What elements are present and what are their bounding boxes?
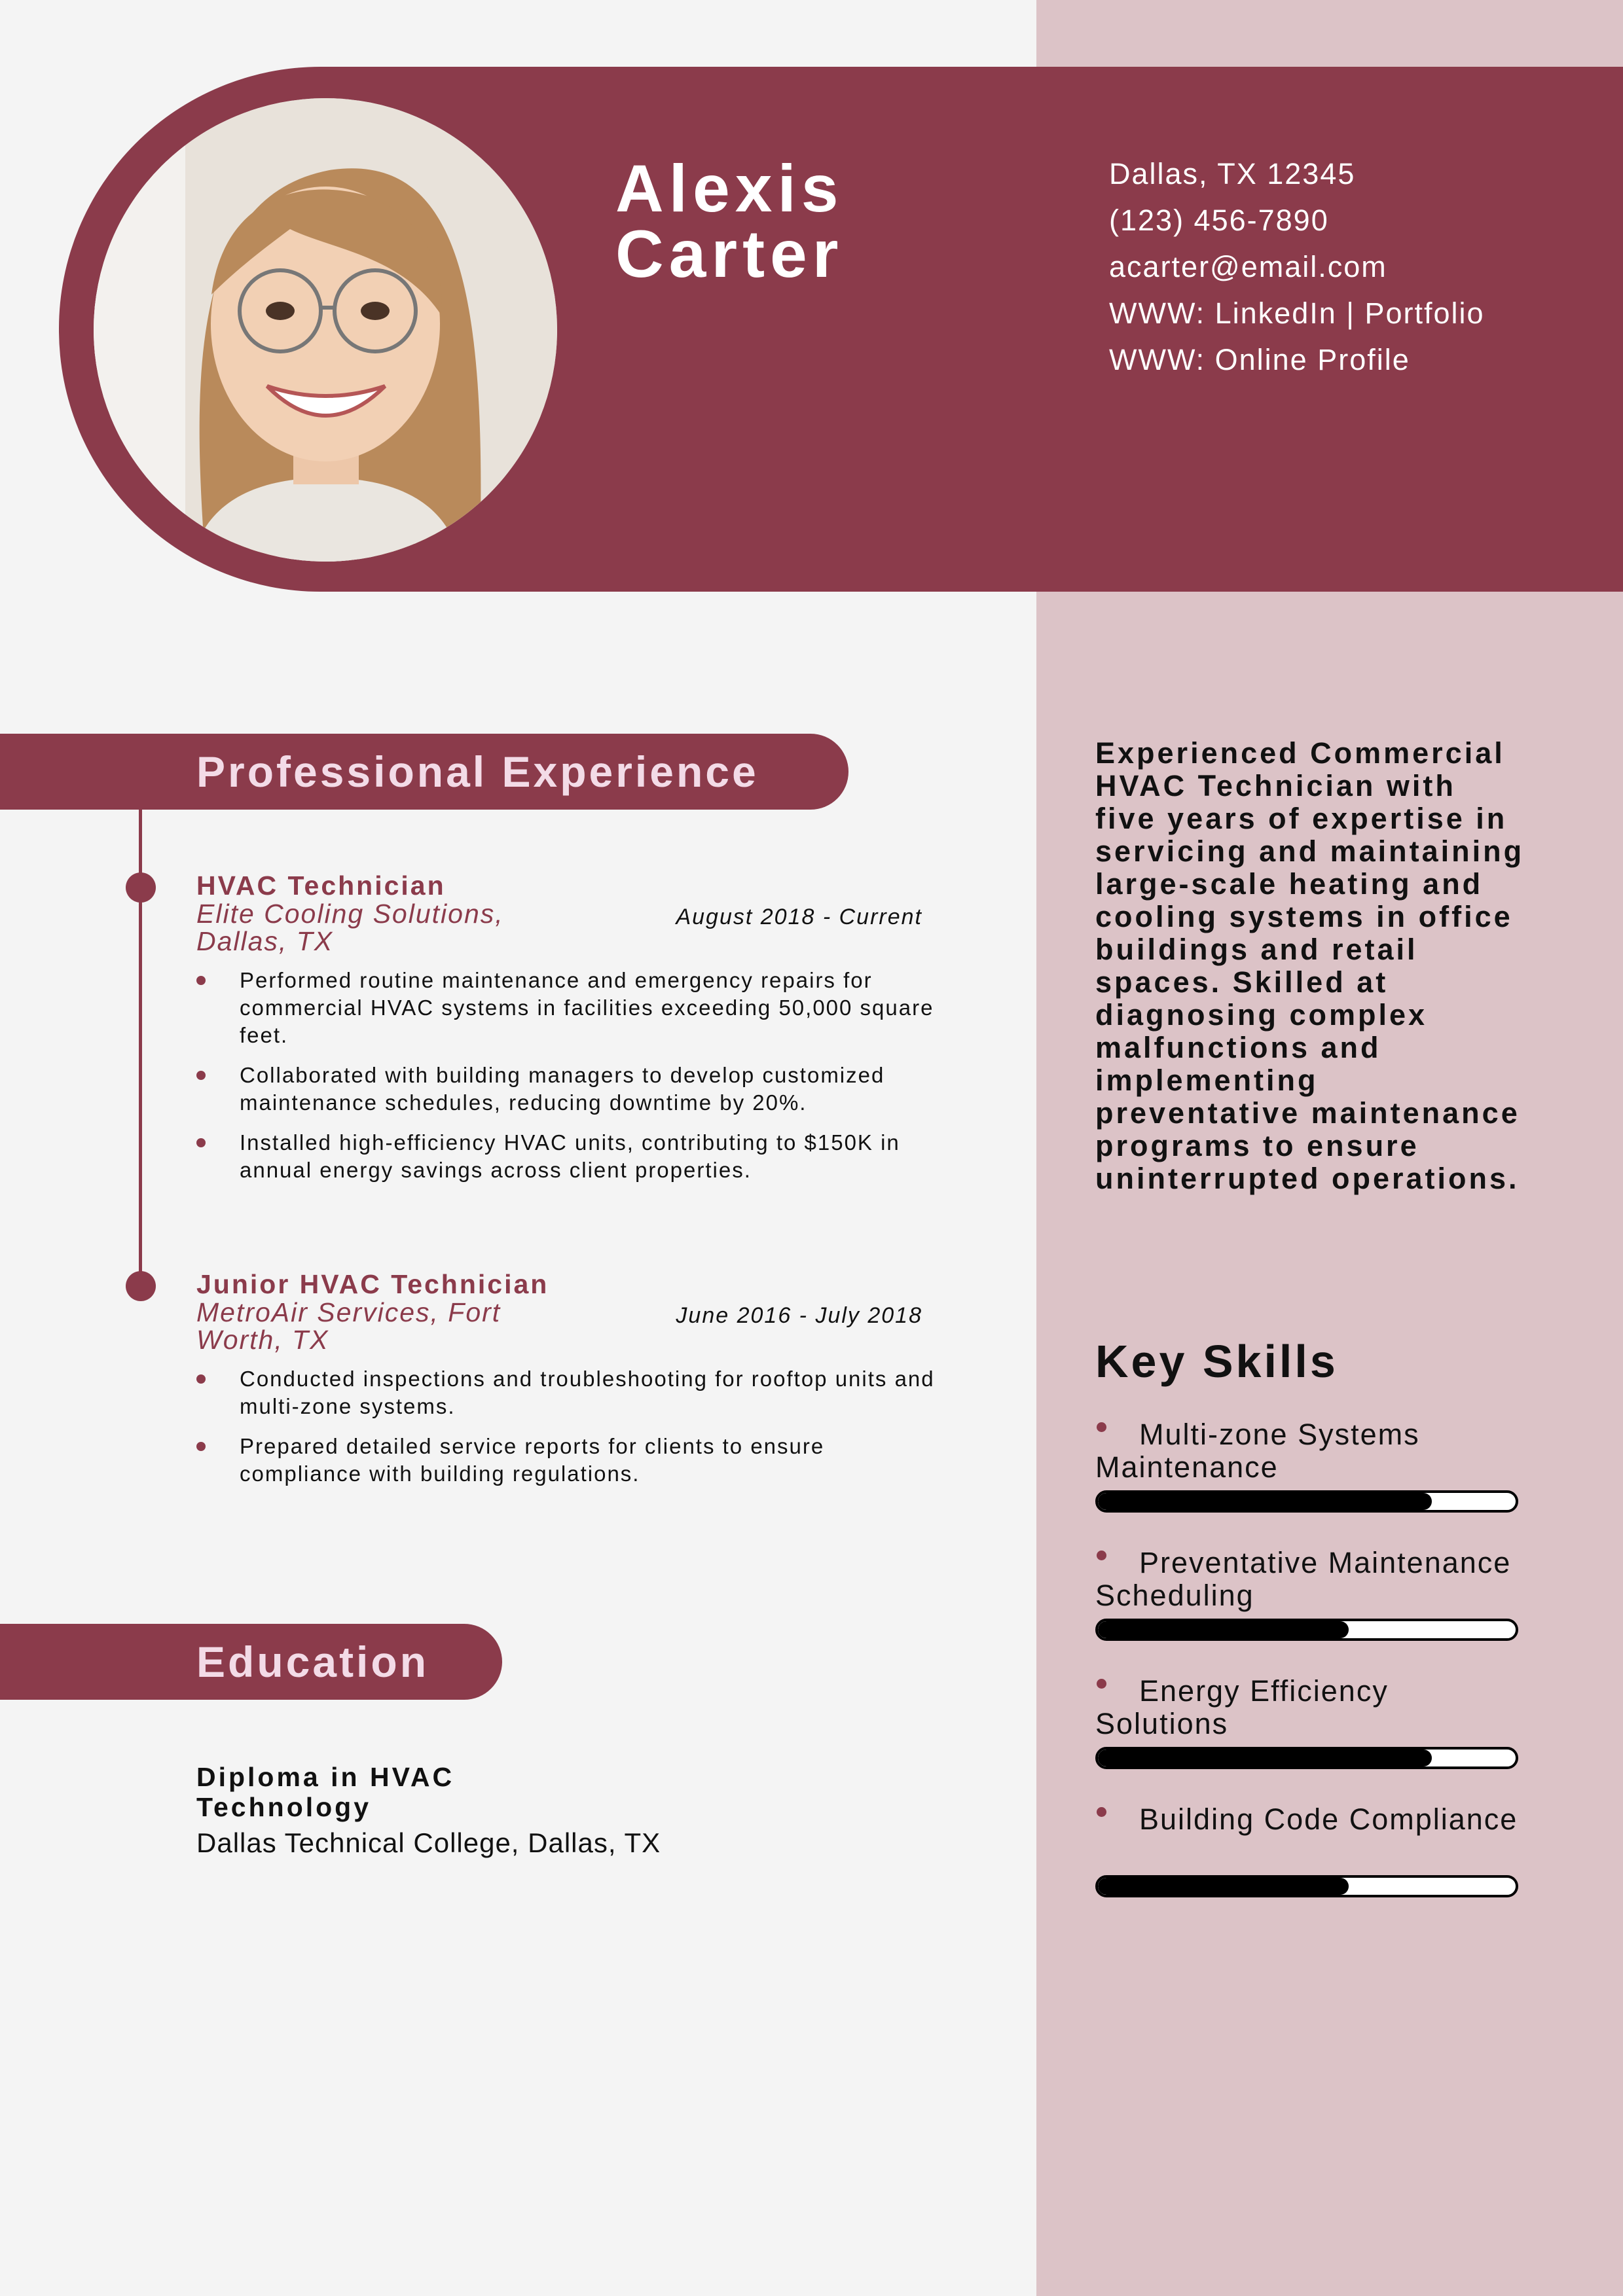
timeline-dot xyxy=(126,1271,156,1301)
skill-name xyxy=(1095,1803,1527,1836)
profile-photo xyxy=(94,98,557,562)
skill-level-fill xyxy=(1098,1878,1349,1895)
bullet-dot xyxy=(196,1442,206,1451)
job-bullet-text: Prepared detailed service reports for clients to ensure compliance with building regulations. xyxy=(240,1434,825,1486)
job-company: MetroAir Services, Fort Worth, TX xyxy=(196,1297,501,1355)
name-last: Carter xyxy=(615,217,844,291)
contact-info xyxy=(1109,151,1485,383)
skill-level-bar xyxy=(1095,1747,1518,1769)
education-school: Dallas Technical College, Dallas, TX xyxy=(196,1827,661,1858)
bullet-dot xyxy=(196,1138,206,1147)
education-degree: Diploma in HVAC Technology xyxy=(196,1762,455,1822)
skill-level-bar xyxy=(1095,1619,1518,1641)
job-title: HVAC Technician xyxy=(196,870,446,901)
bullet-dot xyxy=(1097,1679,1106,1689)
candidate-name xyxy=(615,151,844,291)
job-bullet xyxy=(196,967,936,1049)
skill-label: Energy Efficiency Solutions xyxy=(1095,1674,1389,1740)
education-heading: Education xyxy=(0,1624,502,1700)
skill-label: Preventative Maintenance Scheduling xyxy=(1095,1546,1512,1612)
job-bullet-text: Installed high-efficiency HVAC units, contributing to $150K in annual energy savings across client properties. xyxy=(240,1130,900,1182)
skills-heading: Key Skills xyxy=(1095,1336,1338,1387)
job-title: Junior HVAC Technician xyxy=(196,1269,549,1299)
job-bullets xyxy=(196,967,936,1196)
job-bullet-text: Conducted inspections and troubleshooting for rooftop units and multi-zone systems. xyxy=(240,1367,935,1418)
bullet-dot xyxy=(1097,1422,1106,1432)
experience-heading: Professional Experience xyxy=(0,734,848,810)
job-bullet xyxy=(196,1433,936,1488)
skill-label: Multi-zone Systems Maintenance xyxy=(1095,1418,1420,1484)
skill-level-bar xyxy=(1095,1875,1518,1897)
skill-label: Building Code Compliance xyxy=(1139,1803,1518,1836)
contact-links[interactable]: WWW: LinkedIn | Portfolio xyxy=(1109,296,1485,330)
profile-summary: Experienced Commercial HVAC Technician with five years of expertise in servicing and maintaining large-scale heating and cooling systems in office buildings and retail spaces. Skilled at diagnosing complex malfunctions and implementing preventative maintenance programs to ensure uninterrupted operations. xyxy=(1095,736,1525,1195)
skill-level-fill xyxy=(1098,1621,1349,1638)
contact-address: Dallas, TX 12345 xyxy=(1109,157,1356,190)
skill-level-bar xyxy=(1095,1490,1518,1513)
bullet-dot xyxy=(196,1071,206,1080)
skill-name xyxy=(1095,1418,1527,1484)
skill-name xyxy=(1095,1675,1527,1740)
skill-level-fill xyxy=(1098,1493,1432,1510)
bullet-dot xyxy=(1097,1551,1106,1560)
bullet-dot xyxy=(1097,1807,1106,1817)
job-bullet xyxy=(196,1129,936,1184)
job-bullets xyxy=(196,1365,936,1500)
job-bullet xyxy=(196,1365,936,1420)
job-bullet xyxy=(196,1062,936,1117)
contact-email[interactable]: acarter@email.com xyxy=(1109,250,1387,283)
bullet-dot xyxy=(196,976,206,985)
skill-level-fill xyxy=(1098,1749,1432,1767)
contact-online-profile[interactable]: WWW: Online Profile xyxy=(1109,343,1410,376)
timeline-dot xyxy=(126,872,156,903)
job-bullet-text: Performed routine maintenance and emergency repairs for commercial HVAC systems in facilities exceeding 50,000 square feet. xyxy=(240,968,934,1047)
job-company: Elite Cooling Solutions, Dallas, TX xyxy=(196,899,504,956)
job-dates: August 2018 - Current xyxy=(676,905,922,929)
job-bullet-text: Collaborated with building managers to develop customized maintenance schedules, reducing downtime by 20%. xyxy=(240,1063,885,1115)
skill-name xyxy=(1095,1547,1527,1612)
bullet-dot xyxy=(196,1374,206,1384)
name-first: Alexis xyxy=(615,151,844,226)
job-dates: June 2016 - July 2018 xyxy=(676,1303,922,1328)
contact-phone: (123) 456-7890 xyxy=(1109,204,1329,237)
